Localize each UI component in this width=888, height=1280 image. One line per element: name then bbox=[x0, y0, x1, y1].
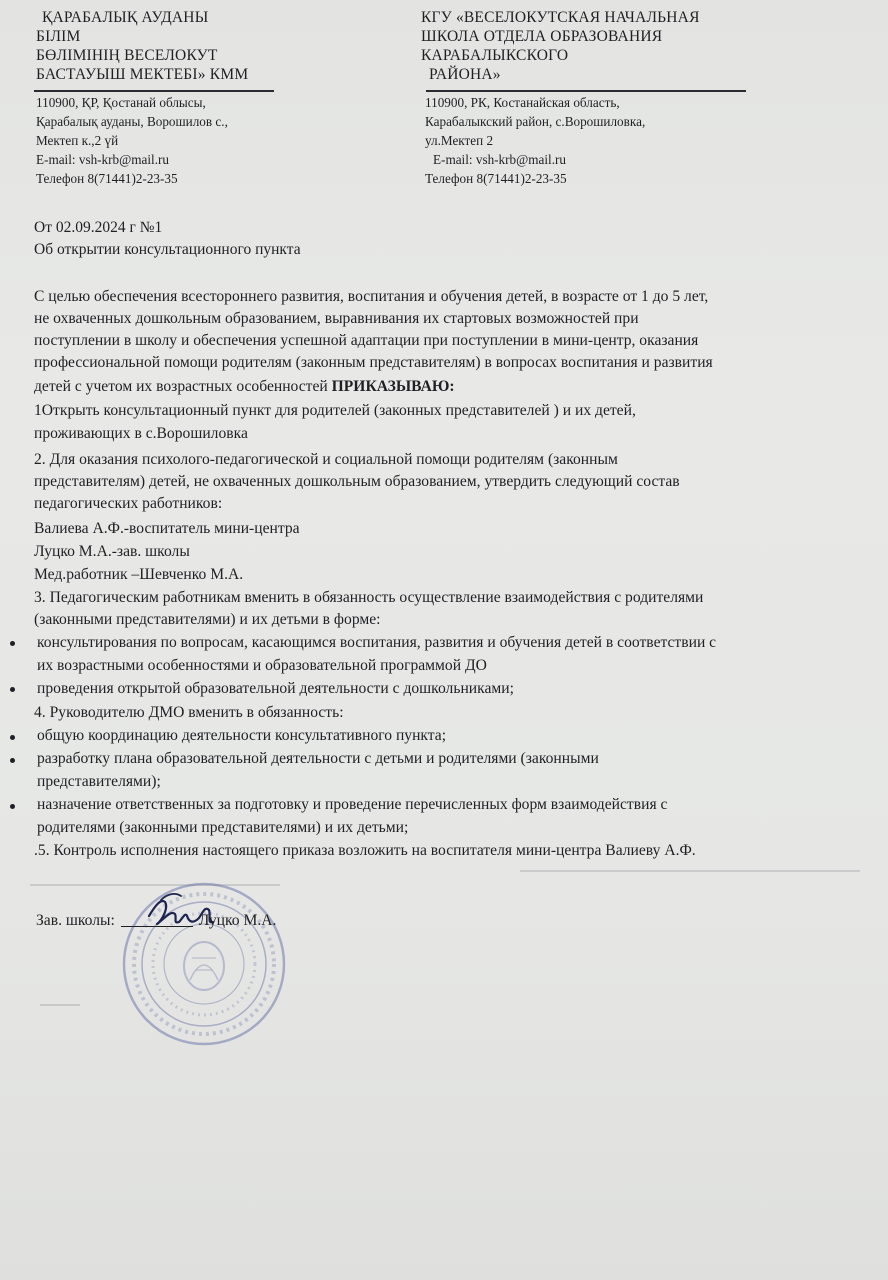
staff-line: Мед.работник –Шевченко М.А. bbox=[34, 566, 244, 583]
address-line: ул.Мектеп 2 bbox=[425, 133, 494, 148]
staff-line: Валиева А.Ф.-воспитатель мини-центра bbox=[34, 520, 300, 537]
scan-artifact bbox=[520, 870, 860, 872]
header-right-line: КАРАБАЛЫКСКОГО bbox=[421, 47, 569, 64]
header-right-divider bbox=[426, 90, 746, 92]
header-left-line: БАСТАУЫШ МЕКТЕБІ» КММ bbox=[36, 66, 249, 83]
header-right-line: КГУ «ВЕСЕЛОКУТСКАЯ НАЧАЛЬНАЯ bbox=[421, 9, 700, 26]
header-right-line: ШКОЛА ОТДЕЛА ОБРАЗОВАНИЯ bbox=[421, 28, 663, 45]
bullet-line: разработку плана образовательной деятельности с детьми и родителями (законными bbox=[37, 750, 599, 767]
header-left-line: ҚАРАБАЛЫҚ АУДАНЫ bbox=[42, 9, 209, 26]
address-line: Мектеп к.,2 үй bbox=[36, 133, 119, 148]
staff-line: Луцко М.А.-зав. школы bbox=[34, 543, 190, 560]
bullet-line: проведения открытой образовательной деятельности с дошкольниками; bbox=[37, 680, 514, 697]
signature-row bbox=[36, 912, 276, 930]
bullet-line: консультирования по вопросам, касающимся воспитания, развития и обучения детей в соответствии с bbox=[37, 634, 717, 651]
order-title: Об открытии консультационного пункта bbox=[34, 241, 301, 258]
bullet-line: родителями (законными представителями) и их детьми; bbox=[37, 819, 409, 836]
order-date-number: От 02.09.2024 г №1 bbox=[34, 219, 163, 236]
bullet-line: представителями); bbox=[37, 773, 161, 790]
point-1-line: 1Открыть консультационный пункт для родителей (законных представителей ) и их детей, bbox=[34, 402, 636, 419]
point-1-line: проживающих в с.Ворошиловка bbox=[34, 425, 248, 442]
header-right-org bbox=[421, 8, 700, 84]
bullet-icon bbox=[10, 804, 15, 809]
bullet-icon bbox=[10, 758, 15, 763]
point-5-line: .5. Контроль исполнения настоящего приказа возложить на воспитателя мини-центра Валиеву А.Ф. bbox=[34, 842, 696, 859]
intro-last-line: детей с учетом их возрастных особенностей bbox=[34, 378, 332, 395]
body-line: поступлении в школу и обеспечения успешной адаптации при поступлении в мини-центр, оказания bbox=[34, 332, 699, 349]
point-3-line: (законными представителями) и их детьми в форме: bbox=[34, 611, 381, 628]
body-line: С целью обеспечения всестороннего развития, воспитания и обучения детей, в возрасте от 1 до 5 лет, bbox=[34, 288, 709, 305]
point-4-line: 4. Руководителю ДМО вменить в обязанность: bbox=[34, 704, 344, 721]
bullet-line: их возрастными особенностями и образовательной программой ДО bbox=[37, 657, 487, 674]
bullet-icon bbox=[10, 687, 15, 692]
point-3-line: 3. Педагогическим работникам вменить в обязанность осуществление взаимодействия с родителями bbox=[34, 589, 704, 606]
order-word: ПРИКАЗЫВАЮ: bbox=[331, 378, 455, 395]
phone-line: Телефон 8(71441)2-23-35 bbox=[425, 171, 567, 186]
scan-artifact bbox=[30, 884, 280, 886]
header-right-line: РАЙОНА» bbox=[429, 66, 501, 83]
point-2-line: 2. Для оказания психолого-педагогической и социальной помощи родителям (законным bbox=[34, 451, 618, 468]
header-left-org bbox=[36, 8, 248, 84]
email-line: E-mail: vsh-krb@mail.ru bbox=[433, 152, 567, 167]
point-2-line: представителям) детей, не охваченных дошкольным образованием, утвердить следующий состав bbox=[34, 473, 680, 490]
address-line: 110900, ҚР, Қостанай облысы, bbox=[36, 95, 206, 110]
header-right-address bbox=[425, 93, 645, 188]
bullet-icon bbox=[10, 735, 15, 740]
bullet-icon bbox=[10, 641, 15, 646]
address-line: 110900, РК, Костанайская область, bbox=[425, 95, 620, 110]
address-line: Карабалыкский район, с.Ворошиловка, bbox=[425, 114, 646, 129]
body-line: не охваченных дошкольным образованием, выравнивания их стартовых возможностей при bbox=[34, 310, 639, 327]
scan-artifact bbox=[40, 1004, 80, 1006]
signature-label: Зав. школы: bbox=[36, 912, 115, 929]
point-2-line: педагогических работников: bbox=[34, 495, 223, 512]
header-left-address bbox=[36, 93, 228, 188]
bullet-line: общую координацию деятельности консультативного пункта; bbox=[37, 727, 447, 744]
header-left-divider bbox=[34, 90, 274, 92]
address-line: Қарабалық ауданы, Ворошилов с., bbox=[36, 114, 228, 129]
email-line: E-mail: vsh-krb@mail.ru bbox=[36, 152, 170, 167]
signature-name: Луцко М.А. bbox=[198, 912, 277, 929]
header-left-line: БІЛІМ bbox=[36, 28, 81, 45]
header-left-line: БӨЛІМІНІҢ ВЕСЕЛОКУТ bbox=[36, 47, 218, 64]
bullet-line: назначение ответственных за подготовку и проведение перечисленных форм взаимодействия с bbox=[37, 796, 668, 813]
signature-blank bbox=[121, 926, 193, 927]
body-line: профессиональной помощи родителям (законным представителям) в вопросах воспитания и развития bbox=[34, 354, 713, 371]
body-line bbox=[34, 377, 455, 396]
phone-line: Телефон 8(71441)2-23-35 bbox=[36, 171, 178, 186]
